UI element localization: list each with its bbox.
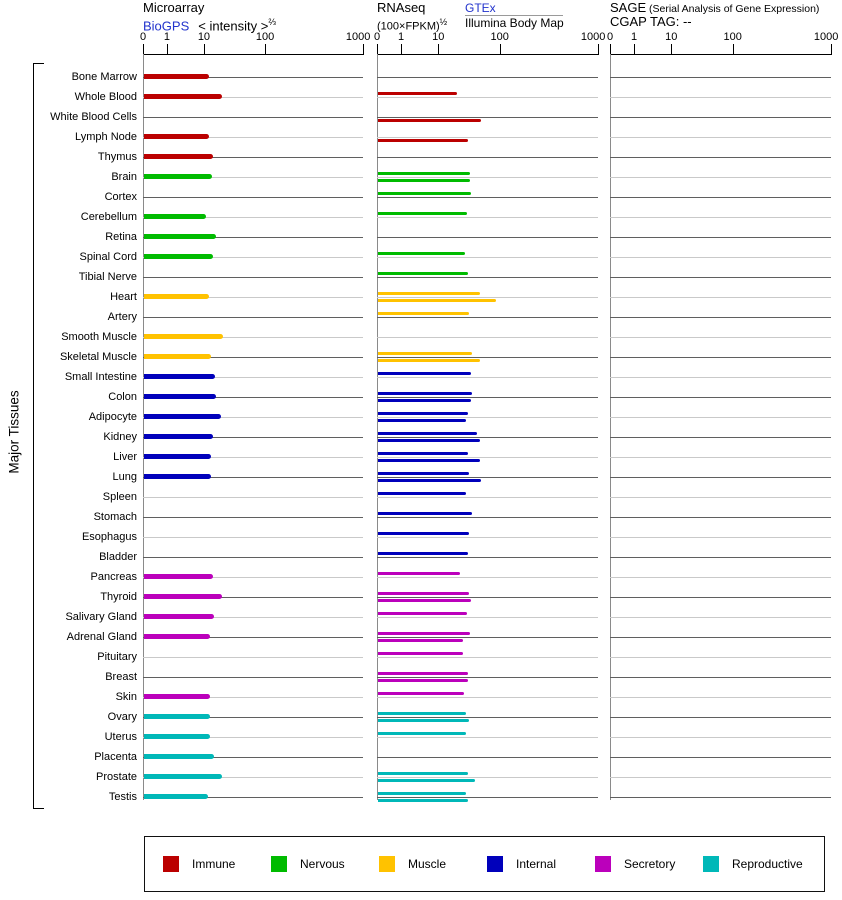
row-line (610, 237, 831, 238)
axis-tick (671, 44, 672, 54)
bar-microarray-heart (144, 294, 209, 299)
row-line (610, 157, 831, 158)
tissue-label-cortex: Cortex (104, 191, 137, 203)
tissue-label-lung: Lung (112, 471, 137, 483)
tissue-label-liver: Liver (113, 451, 137, 463)
bar-gtex-uterus (378, 732, 466, 735)
bar-bodymap-breast (378, 679, 468, 682)
sage-subtitle: CGAP TAG: -- (610, 14, 692, 29)
legend-label-nervous: Nervous (300, 857, 345, 871)
row-line (610, 697, 831, 698)
axis-tick-label: 0 (373, 31, 381, 43)
bar-gtex-skeletal-muscle (378, 352, 472, 355)
row-line (610, 297, 831, 298)
bar-gtex-cortex (378, 192, 471, 195)
row-line (377, 597, 598, 598)
row-line (377, 297, 598, 298)
legend-item-secretory (595, 856, 703, 872)
legend-item-muscle (379, 856, 487, 872)
row-line (143, 557, 363, 558)
bar-gtex-whole-blood (378, 92, 457, 95)
bar-microarray-placenta (144, 754, 214, 759)
row-line (377, 617, 598, 618)
row-line (610, 757, 831, 758)
row-line (610, 197, 831, 198)
bar-gtex-spleen (378, 492, 466, 495)
axis-tick (377, 44, 378, 54)
bar-gtex-pancreas (378, 572, 460, 575)
row-line (377, 157, 598, 158)
tissue-label-artery: Artery (107, 311, 137, 323)
row-line (610, 577, 831, 578)
bar-microarray-prostate (144, 774, 222, 779)
tissue-label-thyroid: Thyroid (100, 591, 137, 603)
tissue-label-stomach: Stomach (93, 511, 137, 523)
tissue-label-adrenal-gland: Adrenal Gland (66, 631, 137, 643)
row-line (377, 137, 598, 138)
axis-tick-label: 0 (139, 31, 147, 43)
bar-microarray-lung (144, 474, 211, 479)
bar-gtex-stomach (378, 512, 472, 515)
row-line (610, 77, 831, 78)
tissue-label-spleen: Spleen (102, 491, 137, 503)
axis-tick-label: 1 (631, 31, 638, 43)
rnaseq-title: RNAseq (377, 0, 426, 15)
legend-label-muscle: Muscle (408, 857, 447, 871)
legend-swatch-nervous (271, 856, 287, 872)
legend-item-reproductive (703, 856, 811, 872)
bar-gtex-kidney (378, 432, 477, 435)
row-line (610, 417, 831, 418)
legend-swatch-internal (487, 856, 503, 872)
tissue-label-smooth-muscle: Smooth Muscle (61, 331, 137, 343)
tissue-label-bladder: Bladder (99, 551, 137, 563)
bar-microarray-colon (144, 394, 216, 399)
major-tissues-label: Major Tissues (6, 390, 22, 474)
axis-tick (363, 44, 364, 54)
row-line (143, 677, 363, 678)
bar-gtex-pituitary (378, 652, 463, 655)
axis-tick (500, 44, 501, 54)
axis-tick-label: 10 (665, 31, 678, 43)
axis-tick-label: 100 (255, 31, 275, 43)
tissue-label-placenta: Placenta (94, 751, 137, 763)
tissue-label-salivary-gland: Salivary Gland (65, 611, 137, 623)
row-line (377, 357, 598, 358)
row-line (610, 137, 831, 138)
axis-tick (831, 44, 832, 54)
row-line (610, 477, 831, 478)
bar-bodymap-colon (378, 399, 471, 402)
row-line (610, 337, 831, 338)
bar-microarray-skin (144, 694, 210, 699)
tissue-label-retina: Retina (105, 231, 137, 243)
row-line (377, 197, 598, 198)
row-line (377, 697, 598, 698)
tissue-label-esophagus: Esophagus (81, 531, 137, 543)
tissue-label-adipocyte: Adipocyte (88, 411, 137, 423)
bar-bodymap-kidney (378, 439, 480, 442)
row-line (143, 497, 363, 498)
tissue-label-brain: Brain (111, 171, 137, 183)
row-line (610, 717, 831, 718)
bar-gtex-esophagus (378, 532, 469, 535)
bar-gtex-testis (378, 792, 466, 795)
row-line (610, 117, 831, 118)
bar-gtex-lung (378, 472, 469, 475)
gtex-link[interactable]: GTEx (465, 1, 496, 15)
tissue-label-white-blood-cells: White Blood Cells (50, 111, 137, 123)
row-line (610, 557, 831, 558)
tissue-label-lymph-node: Lymph Node (75, 131, 137, 143)
legend-swatch-reproductive (703, 856, 719, 872)
row-line (610, 377, 831, 378)
axis-tick-label: 10 (432, 31, 445, 43)
row-line (377, 77, 598, 78)
legend-swatch-secretory (595, 856, 611, 872)
axis-tick (167, 44, 168, 54)
legend-item-internal (487, 856, 595, 872)
tissue-label-thymus: Thymus (97, 151, 137, 163)
row-line (377, 117, 598, 118)
row-line (377, 717, 598, 718)
bar-microarray-whole-blood (144, 94, 222, 99)
row-line (377, 657, 598, 658)
gtex-link-wrap (465, 2, 496, 15)
row-line (377, 637, 598, 638)
bar-microarray-ovary (144, 714, 210, 719)
tissue-label-bone-marrow: Bone Marrow (71, 71, 137, 83)
bar-microarray-lymph-node (144, 134, 209, 139)
row-line (610, 737, 831, 738)
row-line (143, 657, 363, 658)
row-line (377, 317, 598, 318)
bar-microarray-pancreas (144, 574, 213, 579)
row-line (610, 357, 831, 358)
row-line (610, 537, 831, 538)
bodymap-label: Illumina Body Map (465, 16, 564, 30)
bar-microarray-liver (144, 454, 211, 459)
row-line (377, 397, 598, 398)
row-line (143, 537, 363, 538)
row-line (377, 517, 598, 518)
legend-label-secretory: Secretory (624, 857, 676, 871)
bar-bodymap-adipocyte (378, 419, 466, 422)
sage-note: (Serial Analysis of Gene Expression) (649, 3, 820, 15)
bar-microarray-uterus (144, 734, 210, 739)
bar-microarray-smooth-muscle (144, 334, 223, 339)
axis-tick-label: 100 (490, 31, 509, 43)
row-line (610, 597, 831, 598)
row-line (377, 237, 598, 238)
row-line (377, 537, 598, 538)
row-line (610, 397, 831, 398)
bar-microarray-skeletal-muscle (144, 354, 211, 359)
bar-gtex-thyroid (378, 592, 469, 595)
row-line (610, 277, 831, 278)
legend-swatch-muscle (379, 856, 395, 872)
tissue-label-ovary: Ovary (107, 711, 137, 723)
axis-tick-label: 100 (723, 31, 742, 43)
row-line (377, 577, 598, 578)
row-line (610, 517, 831, 518)
row-line (610, 637, 831, 638)
bar-bodymap-brain (378, 179, 470, 182)
bar-bodymap-prostate (378, 779, 475, 782)
bar-bodymap-heart (378, 299, 496, 302)
bar-gtex-cerebellum (378, 212, 467, 215)
row-line (377, 177, 598, 178)
legend (144, 836, 825, 892)
row-line (377, 777, 598, 778)
microarray-scale-exponent: ⅔ (268, 17, 276, 27)
rnaseq-scale-exponent: ½ (439, 17, 448, 27)
legend-item-immune (163, 856, 271, 872)
tissue-label-pancreas: Pancreas (90, 571, 137, 583)
axis-tick (401, 44, 402, 54)
tissue-label-colon: Colon (108, 391, 137, 403)
sage-title: SAGE (610, 0, 647, 15)
row-line (377, 417, 598, 418)
bar-bodymap-liver (378, 459, 480, 462)
row-line (377, 377, 598, 378)
bar-gtex-adipocyte (378, 412, 468, 415)
tissue-label-prostate: Prostate (96, 771, 137, 783)
bar-gtex-ovary (378, 712, 466, 715)
axis-tick (438, 44, 439, 54)
row-line (377, 797, 598, 798)
row-line (377, 477, 598, 478)
axis-tick (143, 44, 144, 54)
row-line (377, 497, 598, 498)
row-line (143, 317, 363, 318)
bar-microarray-brain (144, 174, 212, 179)
row-line (377, 737, 598, 738)
bar-gtex-tibial-nerve (378, 272, 468, 275)
row-line (377, 457, 598, 458)
row-line (377, 257, 598, 258)
row-line (143, 117, 363, 118)
bar-gtex-prostate (378, 772, 468, 775)
bar-gtex-salivary-gland (378, 612, 467, 615)
bar-gtex-colon (378, 392, 472, 395)
bar-microarray-testis (144, 794, 208, 799)
bar-gtex-small-intestine (378, 372, 471, 375)
axis-line (377, 54, 599, 55)
row-line (377, 437, 598, 438)
bar-gtex-liver (378, 452, 468, 455)
row-line (610, 677, 831, 678)
tissue-label-kidney: Kidney (103, 431, 137, 443)
bar-microarray-thyroid (144, 594, 222, 599)
axis-tick-label: 10 (197, 31, 211, 43)
tissue-label-breast: Breast (105, 671, 137, 683)
axis-tick-label: 0 (606, 31, 614, 43)
row-line (610, 257, 831, 258)
tissue-label-testis: Testis (108, 791, 137, 803)
panel-left-border (143, 54, 144, 800)
bar-gtex-skin (378, 692, 464, 695)
legend-label-immune: Immune (192, 857, 236, 871)
bar-bodymap-testis (378, 799, 468, 802)
tissue-label-pituitary: Pituitary (97, 651, 137, 663)
row-line (143, 277, 363, 278)
bar-microarray-salivary-gland (144, 614, 214, 619)
rnaseq-scale-label: (100×FPKM) (377, 20, 440, 33)
tissue-label-cerebellum: Cerebellum (80, 211, 137, 223)
row-line (610, 217, 831, 218)
bar-bodymap-ovary (378, 719, 469, 722)
bar-microarray-small-intestine (144, 374, 215, 379)
axis-tick (204, 44, 205, 54)
row-line (610, 437, 831, 438)
tissue-label-heart: Heart (110, 291, 137, 303)
legend-item-nervous (271, 856, 379, 872)
row-line (610, 797, 831, 798)
bar-gtex-heart (378, 292, 480, 295)
row-line (610, 177, 831, 178)
row-line (610, 97, 831, 98)
bar-bodymap-skeletal-muscle (378, 359, 480, 362)
bar-bodymap-white-blood-cells (378, 119, 481, 122)
microarray-title: Microarray (143, 0, 205, 15)
panel-left-border (377, 54, 378, 800)
row-line (610, 457, 831, 458)
tissue-label-skeletal-muscle: Skeletal Muscle (59, 351, 137, 363)
bar-gtex-brain (378, 172, 470, 175)
bar-gtex-bladder (378, 552, 468, 555)
row-line (377, 337, 598, 338)
row-line (377, 277, 598, 278)
bar-microarray-cerebellum (144, 214, 206, 219)
bar-bodymap-lymph-node (378, 139, 468, 142)
axis-tick-label: 1 (398, 31, 405, 43)
row-line (610, 777, 831, 778)
axis-tick-label: 1 (163, 31, 171, 43)
axis-tick (265, 44, 266, 54)
row-line (377, 757, 598, 758)
bar-gtex-breast (378, 672, 468, 675)
axis-tick-label: 1000 (580, 31, 606, 43)
tissue-label-uterus: Uterus (104, 731, 137, 743)
bar-microarray-retina (144, 234, 216, 239)
row-line (143, 197, 363, 198)
axis-tick-label: 1000 (345, 31, 371, 43)
tissue-label-small-intestine: Small Intestine (64, 371, 137, 383)
bar-microarray-spinal-cord (144, 254, 213, 259)
legend-label-internal: Internal (516, 857, 557, 871)
bar-microarray-bone-marrow (144, 74, 209, 79)
microarray-scale-label: < intensity > (198, 18, 269, 34)
row-line (143, 517, 363, 518)
legend-swatch-immune (163, 856, 179, 872)
bar-bodymap-lung (378, 479, 481, 482)
bar-microarray-thymus (144, 154, 213, 159)
row-line (610, 617, 831, 618)
axis-tick (733, 44, 734, 54)
row-line (610, 497, 831, 498)
bar-bodymap-thyroid (378, 599, 471, 602)
tissue-label-whole-blood: Whole Blood (74, 91, 137, 103)
tissue-label-tibial-nerve: Tibial Nerve (78, 271, 137, 283)
bar-gtex-spinal-cord (378, 252, 465, 255)
panel-left-border (610, 54, 611, 800)
bar-gtex-artery (378, 312, 469, 315)
biogps-link[interactable]: BioGPS (143, 18, 190, 34)
axis-tick (610, 44, 611, 54)
row-line (377, 557, 598, 558)
bar-gtex-adrenal-gland (378, 632, 470, 635)
tissue-label-skin: Skin (115, 691, 137, 703)
row-line (377, 677, 598, 678)
tissue-label-spinal-cord: Spinal Cord (79, 251, 137, 263)
row-line (377, 97, 598, 98)
axis-tick (598, 44, 599, 54)
row-line (377, 217, 598, 218)
row-line (610, 657, 831, 658)
bar-microarray-adipocyte (144, 414, 221, 419)
bar-microarray-kidney (144, 434, 213, 439)
legend-label-reproductive: Reproductive (732, 857, 803, 871)
row-line (610, 317, 831, 318)
axis-tick (634, 44, 635, 54)
bar-bodymap-adrenal-gland (378, 639, 463, 642)
axis-line (610, 54, 832, 55)
axis-tick-label: 1000 (813, 31, 839, 43)
axis-line (143, 54, 364, 55)
bar-microarray-adrenal-gland (144, 634, 210, 639)
